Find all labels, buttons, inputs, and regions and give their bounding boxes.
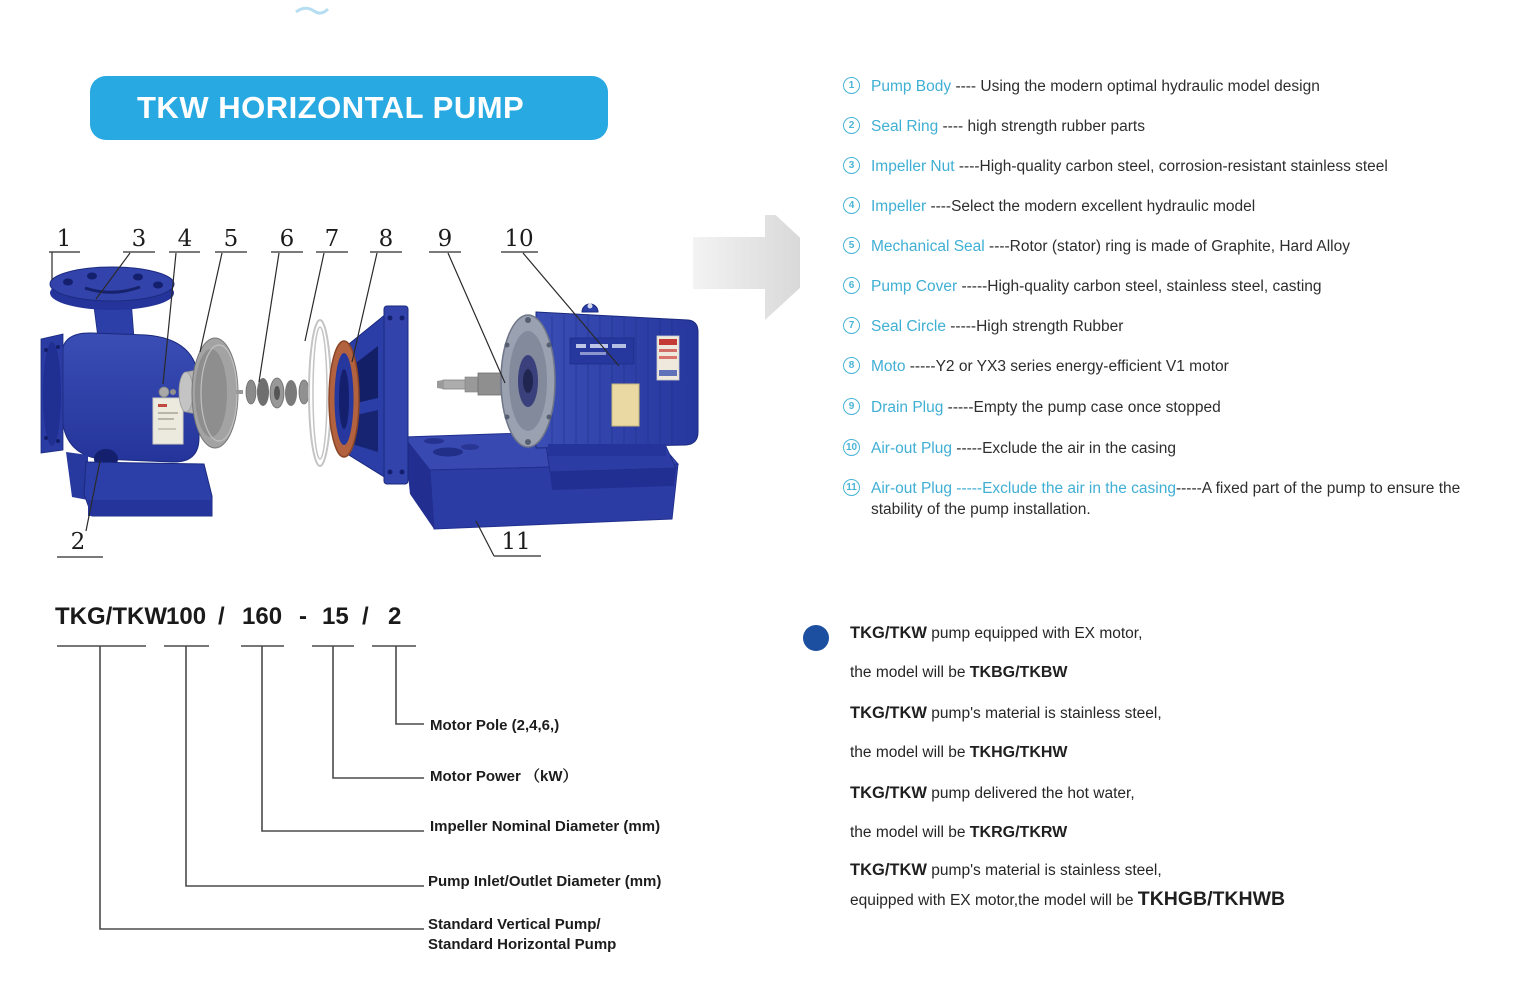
mechanical-seal-illustration <box>236 378 309 408</box>
part-description: ----Select the modern excellent hydraulic model <box>926 198 1256 215</box>
label-motor-pole: Motor Pole (2,4,6,) <box>430 717 560 734</box>
callout-4: 4 <box>177 226 193 252</box>
part-description: -----Y2 or YX3 series energy-efficient V1 motor <box>905 358 1229 375</box>
part-name: Impeller <box>871 198 927 215</box>
part-description: -----Empty the pump case once stopped <box>943 399 1221 416</box>
part-name: Drain Plug <box>871 399 944 416</box>
note-line-7 <box>850 861 1162 880</box>
callout-9: 9 <box>437 226 453 252</box>
note-text: pump delivered the hot water, <box>926 785 1135 802</box>
gasket-ring-illustration <box>309 320 331 466</box>
item-number-badge: 7 <box>843 317 860 334</box>
note-text: equipped with EX motor,the model will be <box>850 892 1138 909</box>
parts-list-item-1 <box>843 76 1503 97</box>
note-model-code: TKRG/TKRW <box>969 824 1068 841</box>
pump-body-label <box>153 398 183 444</box>
note-model-code: TKBG/TKBW <box>969 664 1068 681</box>
pump-exploded-diagram <box>30 215 800 575</box>
label-inlet-outlet: Pump Inlet/Outlet Diameter (mm) <box>428 873 662 890</box>
callout-6: 6 <box>279 226 295 252</box>
part-description: ----Rotor (stator) ring is made of Graphite, Hard Alloy <box>984 238 1350 255</box>
part-name: Moto <box>871 358 906 375</box>
note-text: pump's material is stainless steel, <box>926 705 1162 722</box>
item-number-badge: 5 <box>843 237 860 254</box>
item-number-badge: 2 <box>843 117 860 134</box>
parts-list-item-3 <box>843 156 1503 177</box>
part-name: Pump Body <box>871 78 952 95</box>
parts-list-item-10 <box>843 438 1503 459</box>
item-number-badge: 6 <box>843 277 860 294</box>
part-name: Impeller Nut <box>871 158 955 175</box>
note-lead: TKG/TKW <box>850 704 927 722</box>
label-standard-horizontal: Standard Horizontal Pump <box>428 936 617 953</box>
part-description: -----High-quality carbon steel, stainless steel, casting <box>957 278 1322 295</box>
note-line-1 <box>850 624 1142 643</box>
arrow-right-icon <box>693 215 800 320</box>
parts-list-item-5 <box>843 236 1503 257</box>
callout-11: 11 <box>501 529 531 555</box>
note-text: pump equipped with EX motor, <box>926 625 1143 642</box>
part-name: Pump Cover <box>871 278 958 295</box>
note-model-code: TKHG/TKHW <box>969 744 1068 761</box>
model-code-slash-2: / <box>362 603 369 630</box>
callout-2: 2 <box>70 529 86 555</box>
motor-nameplate-yellow <box>612 384 639 426</box>
label-motor-power: Motor Power （kW） <box>430 768 578 785</box>
part-name: Mechanical Seal <box>871 238 985 255</box>
parts-list-item-7 <box>843 316 1503 337</box>
label-impeller-diameter: Impeller Nominal Diameter (mm) <box>430 818 661 835</box>
part-name: Air-out Plug <box>871 440 952 457</box>
note-line-3 <box>850 704 1162 723</box>
note-lead: TKG/TKW <box>850 624 927 642</box>
model-code-power: 15 <box>322 603 349 630</box>
note-text: the model will be <box>850 744 970 761</box>
title-banner <box>90 76 608 140</box>
part-name: Seal Circle <box>871 318 946 335</box>
callout-3: 3 <box>131 226 147 252</box>
part-description: -----A fixed part of the pump to ensure the stability of the pump installation. <box>871 480 1465 518</box>
note-line-8 <box>850 888 1285 911</box>
model-code-slash-1: / <box>218 603 225 630</box>
motor-illustration <box>437 304 698 457</box>
page-title: TKW HORIZONTAL PUMP <box>137 90 525 125</box>
item-number-badge: 3 <box>843 157 860 174</box>
part-name: Seal Ring <box>871 118 939 135</box>
callout-5: 5 <box>223 226 239 252</box>
model-code-diameter: 160 <box>242 603 283 630</box>
item-number-badge: 11 <box>843 479 860 496</box>
bullet-circle <box>803 625 829 651</box>
note-line-2 <box>850 664 1068 682</box>
part-description: -----Exclude the air in the casing <box>951 440 1176 457</box>
parts-list-item-8 <box>843 356 1503 377</box>
pump-cover-illustration <box>329 306 408 484</box>
part-description: -----High strength Rubber <box>945 318 1124 335</box>
parts-list-item-6 <box>843 276 1503 297</box>
part-description: ---- high strength rubber parts <box>938 118 1145 135</box>
parts-list-item-11 <box>843 478 1491 520</box>
part-description: ----High-quality carbon steel, corrosion-resistant stainless steel <box>954 158 1388 175</box>
note-line-4 <box>850 744 1068 762</box>
part-description: ---- Using the modern optimal hydraulic model design <box>951 78 1320 95</box>
model-code-pole: 2 <box>388 603 402 630</box>
parts-list-item-2 <box>843 116 1503 137</box>
note-line-5 <box>850 784 1135 803</box>
callout-8: 8 <box>378 226 394 252</box>
model-code-dash: - <box>299 603 307 630</box>
callout-7: 7 <box>324 226 340 252</box>
callout-10: 10 <box>504 226 534 252</box>
parts-list-item-9 <box>843 397 1503 418</box>
note-text: the model will be <box>850 664 970 681</box>
item-number-badge: 4 <box>843 197 860 214</box>
item-number-badge: 10 <box>843 439 860 456</box>
item-number-badge: 8 <box>843 357 860 374</box>
model-code-tree-lines <box>40 600 460 940</box>
item-number-badge: 1 <box>843 77 860 94</box>
parts-list-item-4 <box>843 196 1503 217</box>
motor-front-flange <box>501 315 555 447</box>
note-text: pump's material is stainless steel, <box>926 862 1162 879</box>
top-smudge-decoration <box>290 2 340 20</box>
note-lead: TKG/TKW <box>850 784 927 802</box>
note-text: the model will be <box>850 824 970 841</box>
callout-1: 1 <box>56 226 72 252</box>
model-code-inlet: 100 <box>166 603 207 630</box>
note-model-code: TKHGB/TKHWB <box>1137 888 1286 910</box>
label-standard-vertical: Standard Vertical Pump/ <box>428 916 601 933</box>
note-lead: TKG/TKW <box>850 861 927 879</box>
part-name: Air-out Plug -----Exclude the air in the casing <box>871 480 1176 497</box>
note-line-6 <box>850 824 1067 842</box>
motor-sticker-red <box>657 336 679 380</box>
item-number-badge: 9 <box>843 398 860 415</box>
model-code-series: TKG/TKW <box>55 603 167 630</box>
